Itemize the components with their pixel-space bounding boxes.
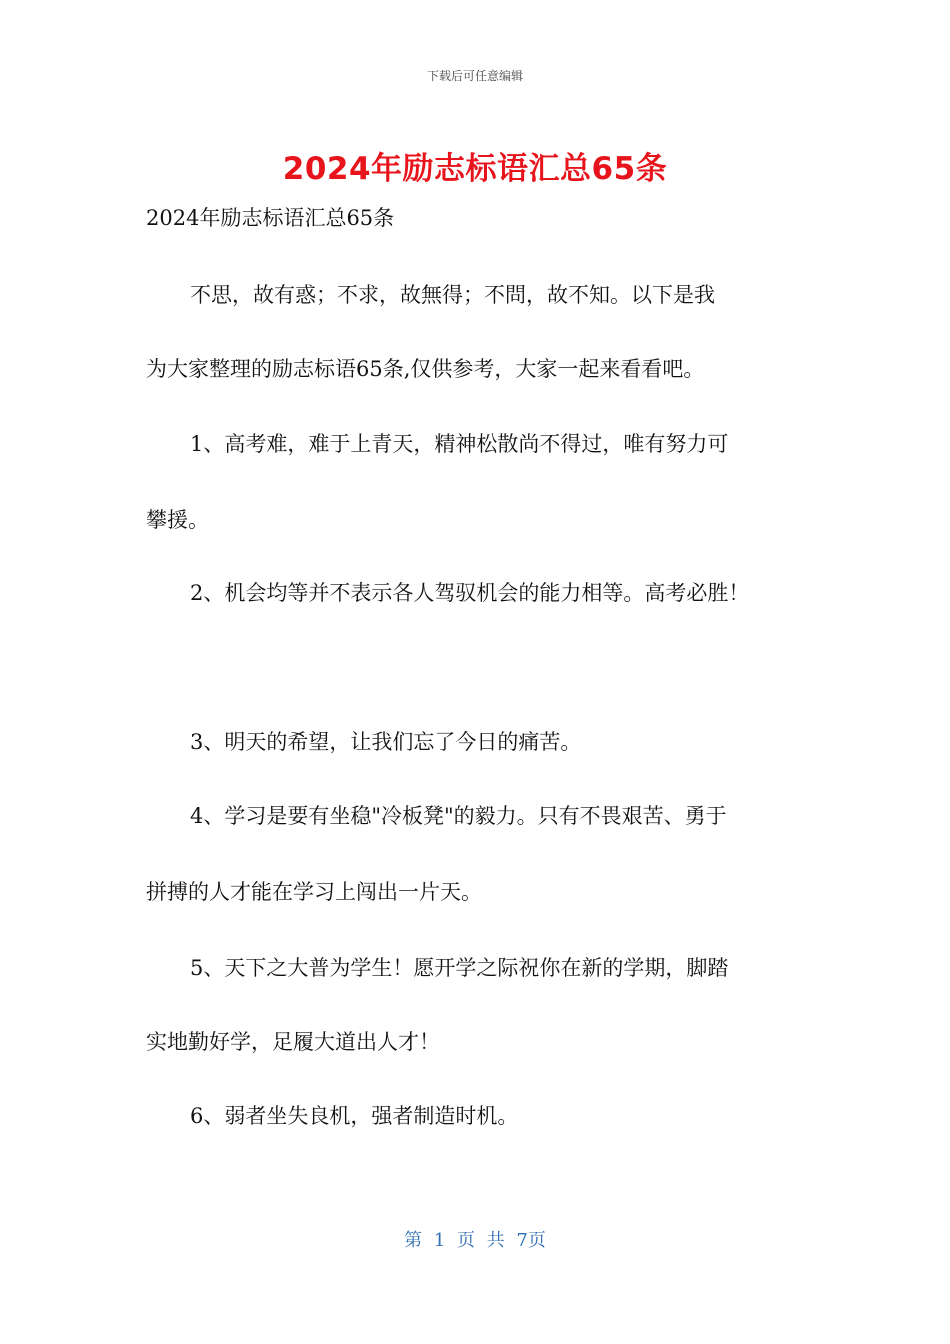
paragraph-line: 5、天下之大普为学生！愿开学之际祝你在新的学期，脚踏 — [190, 956, 729, 980]
paragraph-line: 攀援。 — [146, 508, 209, 532]
document-title: 2024年励志标语汇总65条 — [282, 151, 668, 187]
paragraph-line: 为大家整理的励志标语65条,仅供参考，大家一起来看看吧。 — [146, 357, 705, 381]
paragraph-line: 2、机会均等并不表示各人驾驭机会的能力相等。高考必胜！ — [190, 581, 750, 605]
header-note: 下载后可任意编辑 — [426, 69, 523, 83]
paragraph-line: 实地勤好学，足履大道出人才！ — [146, 1030, 440, 1054]
subtitle-line: 2024年励志标语汇总65条 — [146, 206, 395, 230]
paragraph-line: 不思，故有惑；不求，故無得；不問，故不知。以下是我 — [190, 283, 715, 307]
paragraph-line: 3、明天的希望，让我们忘了今日的痛苦。 — [190, 730, 582, 754]
page-number-footer: 第 1 页 共 7页 — [404, 1230, 546, 1251]
paragraph-line: 6、弱者坐失良机，强者制造时机。 — [190, 1104, 519, 1128]
paragraph-line: 4、学习是要有坐稳"冷板凳"的毅力。只有不畏艰苦、勇于 — [190, 804, 727, 828]
paragraph-line: 拼搏的人才能在学习上闯出一片天。 — [146, 880, 482, 904]
paragraph-line: 1、高考难，难于上青天，精神松散尚不得过，唯有努力可 — [190, 432, 729, 456]
